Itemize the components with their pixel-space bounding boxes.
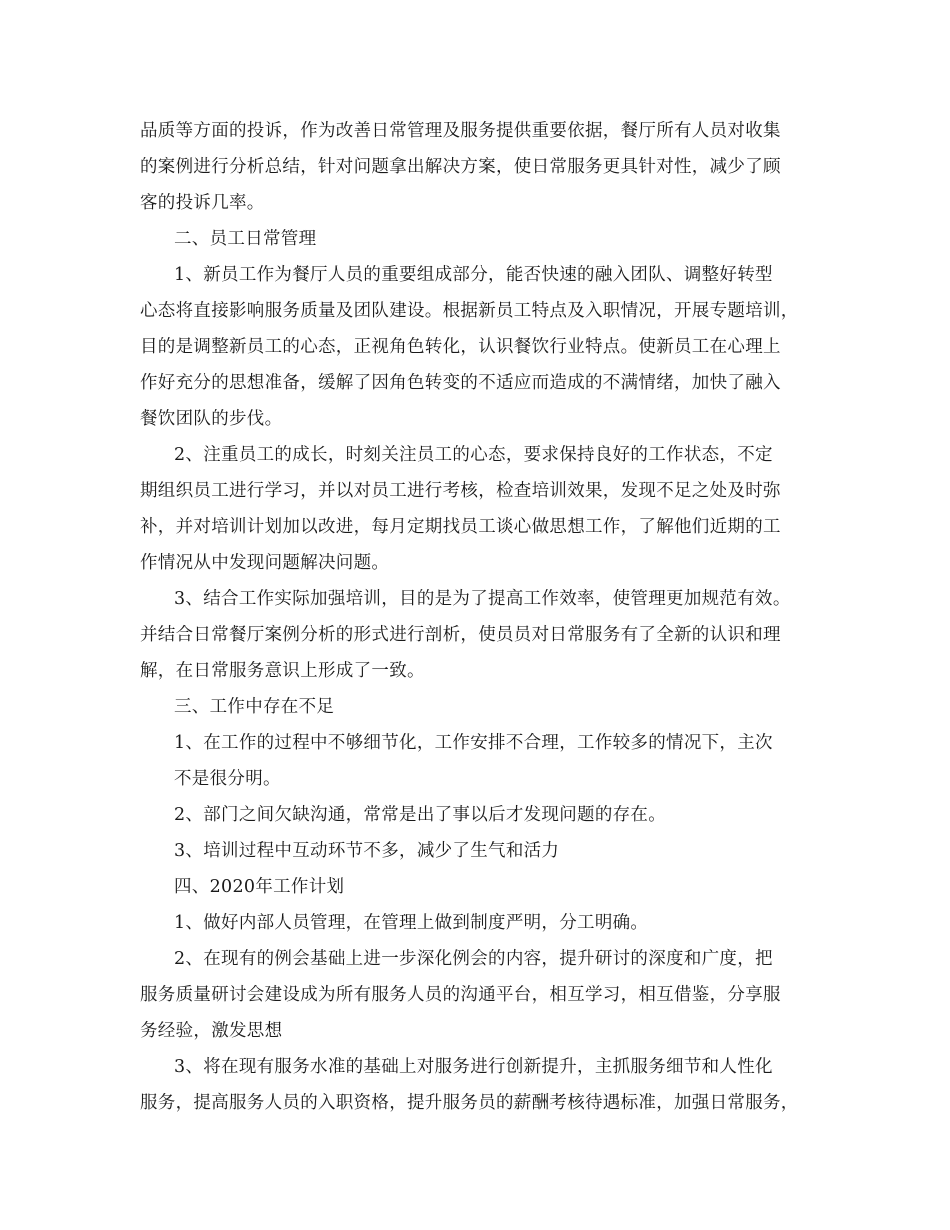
section-heading: 三、工作中存在不足 xyxy=(174,697,335,717)
paragraph-start: 3、结合工作实际加强培训，目的是为了提高工作效率，使管理更加规范有效。 xyxy=(174,589,791,609)
text-line: 不是很分明。 xyxy=(174,769,281,789)
text-line: 心态将直接影响服务质量及团队建设。根据新员工特点及入职情况，开展专题培训， xyxy=(140,301,799,321)
text-line: 补，并对培训计划加以改进，每月定期找员工谈心做思想工作，了解他们近期的工 xyxy=(140,517,781,537)
text-line: 期组织员工进行学习，并以对员工进行考核，检查培训效果，发现不足之处及时弥 xyxy=(140,481,781,501)
paragraph-start: 3、将在现有服务水准的基础上对服务进行创新提升，主抓服务细节和人性化 xyxy=(174,1057,773,1077)
text-line: 解，在日常服务意识上形成了一致。 xyxy=(140,661,425,681)
text-line: 务经验，激发思想 xyxy=(140,1021,283,1041)
text-line: 作好充分的思想准备，缓解了因角色转变的不适应而造成的不满情绪，加快了融入 xyxy=(140,373,781,393)
text-line: 餐饮团队的步伐。 xyxy=(140,409,283,429)
text-line: 服务质量研讨会建设成为所有服务人员的沟通平台，相互学习，相互借鉴，分享服 xyxy=(140,985,781,1005)
paragraph-start: 3、培训过程中互动环节不多，减少了生气和活力 xyxy=(174,841,560,861)
paragraph-start: 2、在现有的例会基础上进一步深化例会的内容，提升研讨的深度和广度，把 xyxy=(174,949,773,969)
text-line: 并结合日常餐厅案例分析的形式进行剖析，使员员对日常服务有了全新的认识和理 xyxy=(140,625,781,645)
paragraph-start: 1、在工作的过程中不够细节化，工作安排不合理，工作较多的情况下，主次 xyxy=(174,733,773,753)
text-line: 作情况从中发现问题解决问题。 xyxy=(140,553,390,573)
paragraph-start: 1、做好内部人员管理，在管理上做到制度严明，分工明确。 xyxy=(174,913,649,933)
paragraph-start: 1、新员工作为餐厅人员的重要组成部分，能否快速的融入团队、调整好转型 xyxy=(174,265,773,285)
document-page xyxy=(140,113,820,1121)
section-heading: 二、员工日常管理 xyxy=(174,229,317,249)
paragraph-start: 2、注重员工的成长，时刻关注员工的心态，要求保持良好的工作状态，不定 xyxy=(174,445,773,465)
text-line: 客的投诉几率。 xyxy=(140,193,265,213)
text-line: 服务，提高服务人员的入职资格，提升服务员的薪酬考核待遇标准，加强日常服务， xyxy=(140,1093,799,1113)
section-heading: 四、2020年工作计划 xyxy=(174,877,345,897)
text-line: 品质等方面的投诉，作为改善日常管理及服务提供重要依据，餐厅所有人员对收集 xyxy=(140,121,781,141)
text-line: 的案例进行分析总结，针对问题拿出解决方案，使日常服务更具针对性，减少了顾 xyxy=(140,157,781,177)
text-line: 目的是调整新员工的心态，正视角色转化，认识餐饮行业特点。使新员工在心理上 xyxy=(140,337,781,357)
paragraph-start: 2、部门之间欠缺沟通，常常是出了事以后才发现问题的存在。 xyxy=(174,805,667,825)
